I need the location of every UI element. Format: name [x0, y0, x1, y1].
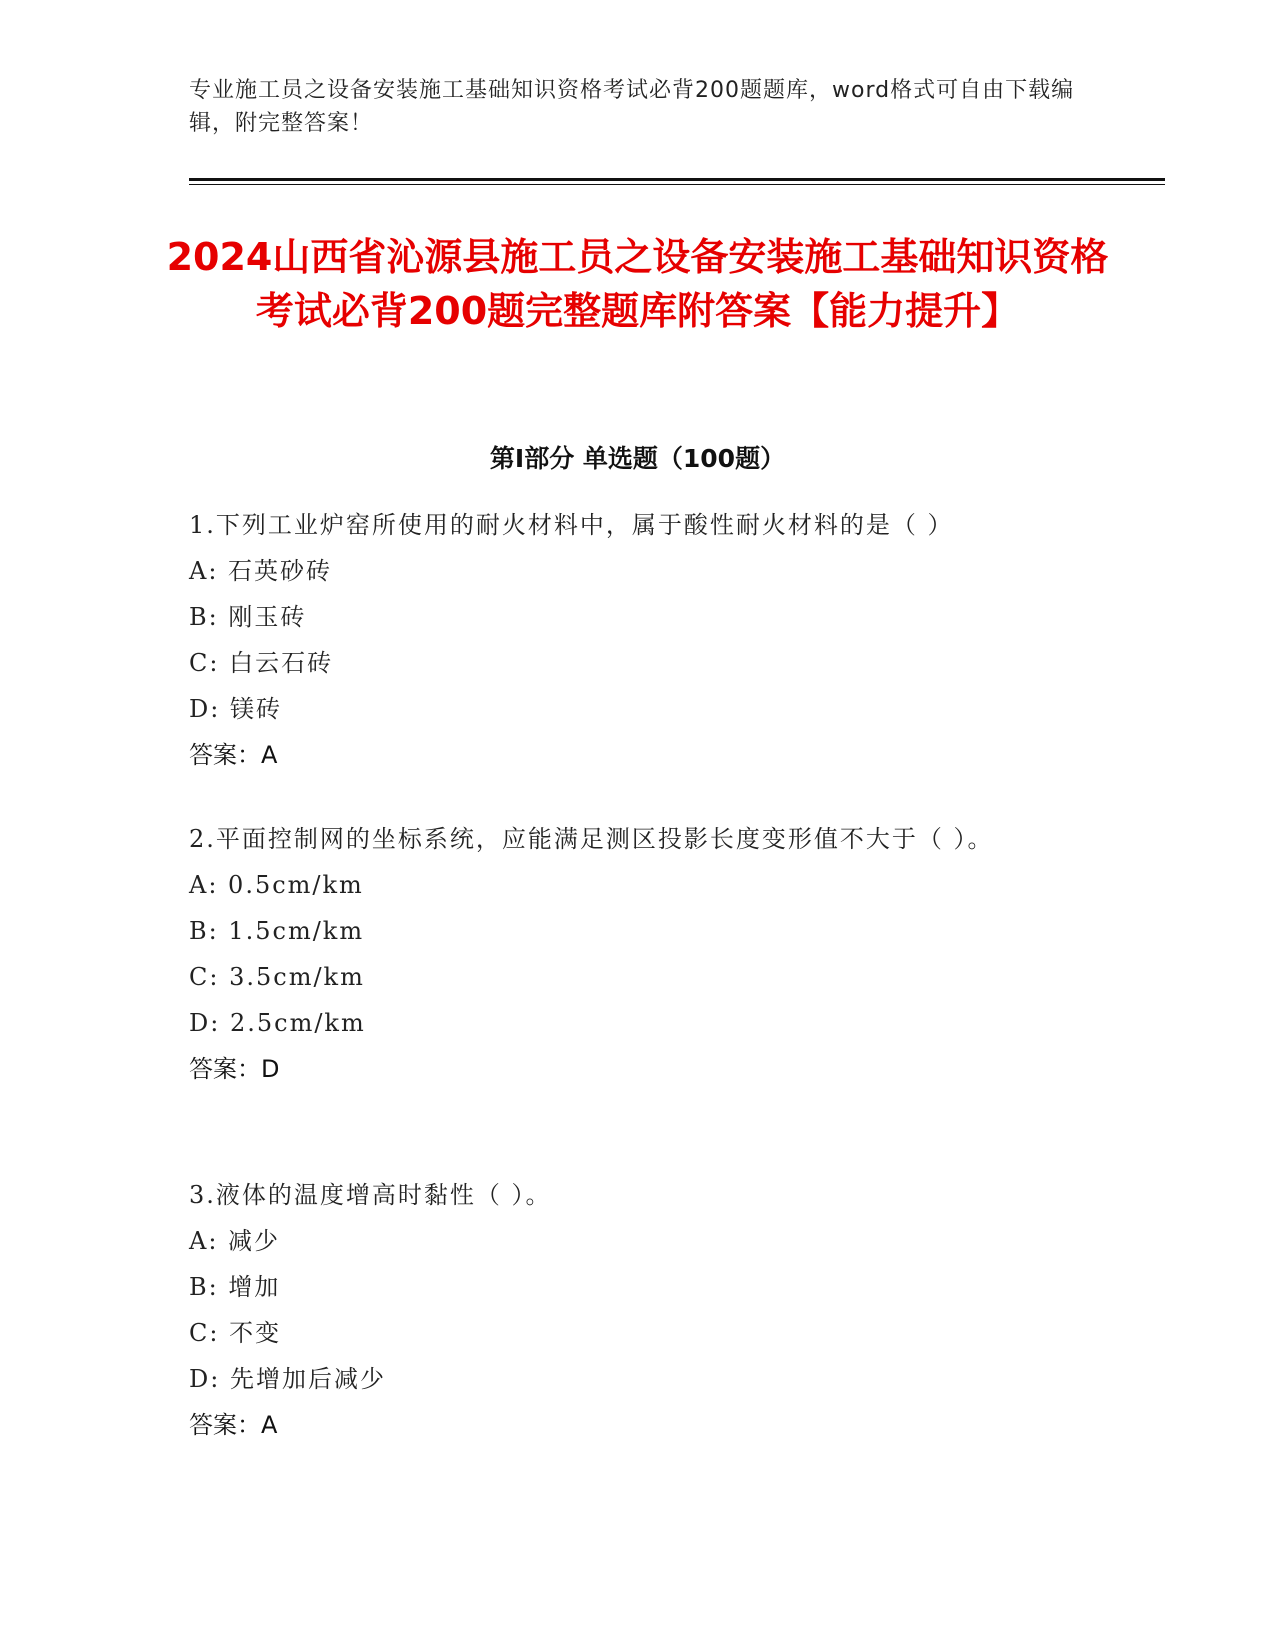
header-divider-thick	[189, 178, 1165, 181]
option-a: A: 减少	[189, 1227, 281, 1255]
answer: 答案：D	[189, 1055, 280, 1083]
answer: 答案：A	[189, 1411, 278, 1439]
option-d: D: 镁砖	[189, 695, 282, 723]
option-b: B: 增加	[189, 1273, 281, 1301]
option-b: B: 1.5cm/km	[189, 917, 365, 945]
option-d: D: 2.5cm/km	[189, 1009, 366, 1037]
option-a: A: 0.5cm/km	[189, 871, 364, 899]
option-b: B: 刚玉砖	[189, 603, 307, 631]
header-note: 专业施工员之设备安装施工基础知识资格考试必背200题题库，word格式可自由下载编辑，附完整答案！	[189, 78, 1075, 136]
option-c: C: 不变	[189, 1319, 282, 1347]
question-stem: 2.平面控制网的坐标系统，应能满足测区投影长度变形值不大于（ ）。	[189, 825, 994, 853]
option-c: C: 3.5cm/km	[189, 963, 365, 991]
document-title: 2024山西省沁源县施工员之设备安装施工基础知识资格考试必背200题完整题库附答案【能力提升】	[166, 235, 1109, 333]
option-c: C: 白云石砖	[189, 649, 334, 677]
option-a: A: 石英砂砖	[189, 557, 333, 585]
section-title: 第I部分 单选题（100题）	[489, 444, 786, 473]
option-d: D: 先增加后减少	[189, 1365, 386, 1393]
question-2	[189, 816, 1089, 1092]
header-divider-thin	[189, 184, 1165, 185]
answer: 答案：A	[189, 741, 278, 769]
question-stem: 3.液体的温度增高时黏性（ ）。	[189, 1181, 552, 1209]
question-3	[189, 1172, 1089, 1448]
question-stem: 1.下列工业炉窑所使用的耐火材料中，属于酸性耐火材料的是（ ）	[189, 511, 954, 539]
question-1	[189, 502, 1089, 778]
